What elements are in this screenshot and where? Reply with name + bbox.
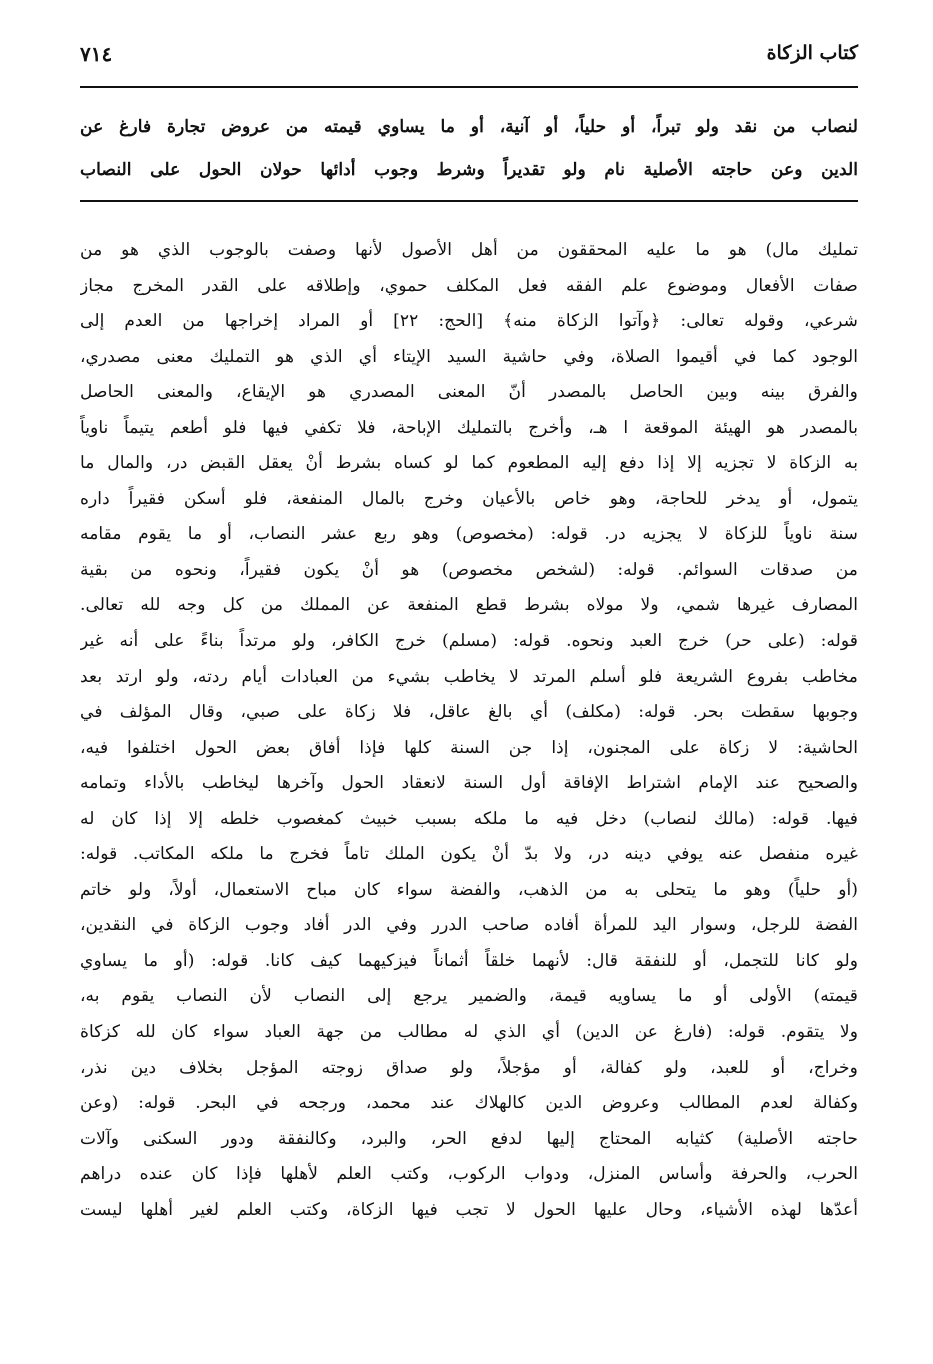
commentary-line: المصارف غيرها شمي، ولا مولاه بشرط قطع المنفعة عن المملك من كل وجه لله تعالى. [80, 595, 858, 616]
commentary-line: الفضة للرجل، وسوار اليد للمرأة أفاده صاحب الدرر وفي الدر أفاد وجوب الزكاة في النقدين، [80, 915, 858, 936]
commentary-line: وخراج، أو للعبد، ولو كفالة، أو مؤجلاً، ولو صداق زوجته المؤجل بخلاف دين نذر، [80, 1057, 858, 1078]
commentary-line: مخاطب بفروع الشريعة فلو أسلم المرتد لا يخاطب بشيء من العبادات أيام ردته، ولو ارتد بعد [80, 666, 858, 687]
matn-text [80, 106, 858, 192]
commentary-line: به الزكاة لا تجزيه إلا إذا دفع إليه المطعوم كما لو كساه بشرط أنْ يعقل القبض در، والمال ما [80, 453, 858, 474]
commentary-line: ولو كانا للتجمل، أو للنفقة قال: لأنهما خلقاً أثماناً فيزكيهما كيف كانا. قوله: (أو ما يساوي [80, 950, 858, 971]
book-title: كتاب الزكاة [766, 42, 858, 64]
commentary-line: من صدقات السوائم. قوله: (لشخص مخصوص) هو أنْ يكون فقيراً، ونحوه من بقية [80, 559, 858, 580]
commentary-line: وكفالة لعدم المطالب وعروض الدين كالهلاك عند محمد، ورجحه في البحر. قوله: (وعن [80, 1093, 858, 1114]
commentary-line: حاجته الأصلية) كثيابه المحتاج إليها لدفع الحر، والبرد، وكالنفقة ودور السكنى وآلات [80, 1128, 858, 1149]
commentary-text [80, 233, 858, 1228]
commentary-line: (أو حلياً) وهو ما يتحلى به من الذهب، والفضة سواء كان مباح الاستعمال، أولاً، ولو خاتم [80, 879, 858, 900]
commentary-line: قيمته) الأولى أو ما يساويه قيمة، والضمير يرجع إلى النصاب لأن النصاب يقوم به، [80, 986, 858, 1007]
commentary-line: والفرق بينه وبين الحاصل بالمصدر أنّ المعنى المصدري هو الإيقاع، والمعنى الحاصل [80, 382, 858, 403]
commentary-line: صفات الأفعال وموضوع علم الفقه فعل المكلف حموي، وإطلاقه على القدر المخرج مجاز [80, 275, 858, 296]
matn-divider [80, 200, 858, 202]
commentary-line: ولا يتقوم. قوله: (فارغ عن الدين) أي الذي له مطالب من جهة العباد سواء كان لله كزكاة [80, 1022, 858, 1043]
commentary-line: والصحيح عند الإمام اشتراط الإفاقة أول السنة لانعقاد الحول وآخرها ليخاطب بالأداء وتمامه [80, 773, 858, 794]
commentary-line: الوجود كما في أقيموا الصلاة، وفي حاشية السيد الإيتاء أي الذي هو التمليك معنى مصدري، [80, 346, 858, 367]
commentary-line: سنة ناوياً للزكاة لا يجزيه در. قوله: (مخصوص) وهو ربع عشر النصاب، أو ما يقوم مقامه [80, 524, 858, 545]
commentary-line: شرعي، وقوله تعالى: ﴿وآتوا الزكاة منه﴾ [الحج: ٢٢] أو المراد إخراجها من العدم إلى [80, 311, 858, 332]
commentary-line: تمليك مال) هو ما عليه المحققون من أهل الأصول لأنها وصفت بالوجوب الذي هو من [80, 240, 858, 260]
matn-line: الدين وعن حاجته الأصلية نام ولو تقديراً وشرط وجوب أدائها حولان الحول على النصاب [80, 160, 858, 180]
commentary-line: بالمصدر هو الهيئة الموقعة ا هـ، وأخرج بالتمليك الإباحة، فلا تكفي فيها فلو أطعم يتيماً ناوياً [80, 417, 858, 438]
commentary-line: وجوبها سقطت بحر. قوله: (مكلف) أي بالغ عاقل، فلا زكاة على صبي، وقال المؤلف في [80, 702, 858, 723]
commentary-line: الحرب، والحرفة وأساس المنزل، ودواب الركوب، وكتب العلم لأهلها فإذا كان عنده دراهم [80, 1164, 858, 1185]
commentary-line: أعدّها لهذه الأشياء، وحال عليها الحول لا تجب فيها الزكاة، وكتب العلم لغير أهلها ليست [80, 1199, 858, 1220]
commentary-line: يتمول، أو يدخر للحاجة، وهو خاص بالأعيان وخرج بالمال المنفعة، فلو أسكن فقيراً داره [80, 488, 858, 509]
page-number: ٧١٤ [80, 42, 113, 66]
matn-line: لنصاب من نقد ولو تبراً، أو حلياً، أو آنية، أو ما يساوي قيمته من عروض تجارة فارغ عن [80, 117, 858, 137]
commentary-line: غيره منفصل عنه يوفي دينه در، ولا بدّ أنْ يكون الملك تاماً فخرج ما ملكه المكاتب. قوله: [80, 844, 858, 865]
page-header [80, 42, 858, 72]
commentary-line: قوله: (على حر) خرج العبد ونحوه. قوله: (مسلم) خرج الكافر، ولو مرتداً بناءً على أنه غير [80, 631, 858, 652]
commentary-line: الحاشية: لا زكاة على المجنون، إذا جن السنة كلها فإذا أفاق بعض الحول اختلفوا فيه، [80, 737, 858, 758]
commentary-line: فيها. قوله: (مالك لنصاب) دخل فيه ما ملكه بسبب خبيث كمغصوب خلطه إلا إذا كان له [80, 808, 858, 829]
header-divider [80, 86, 858, 88]
